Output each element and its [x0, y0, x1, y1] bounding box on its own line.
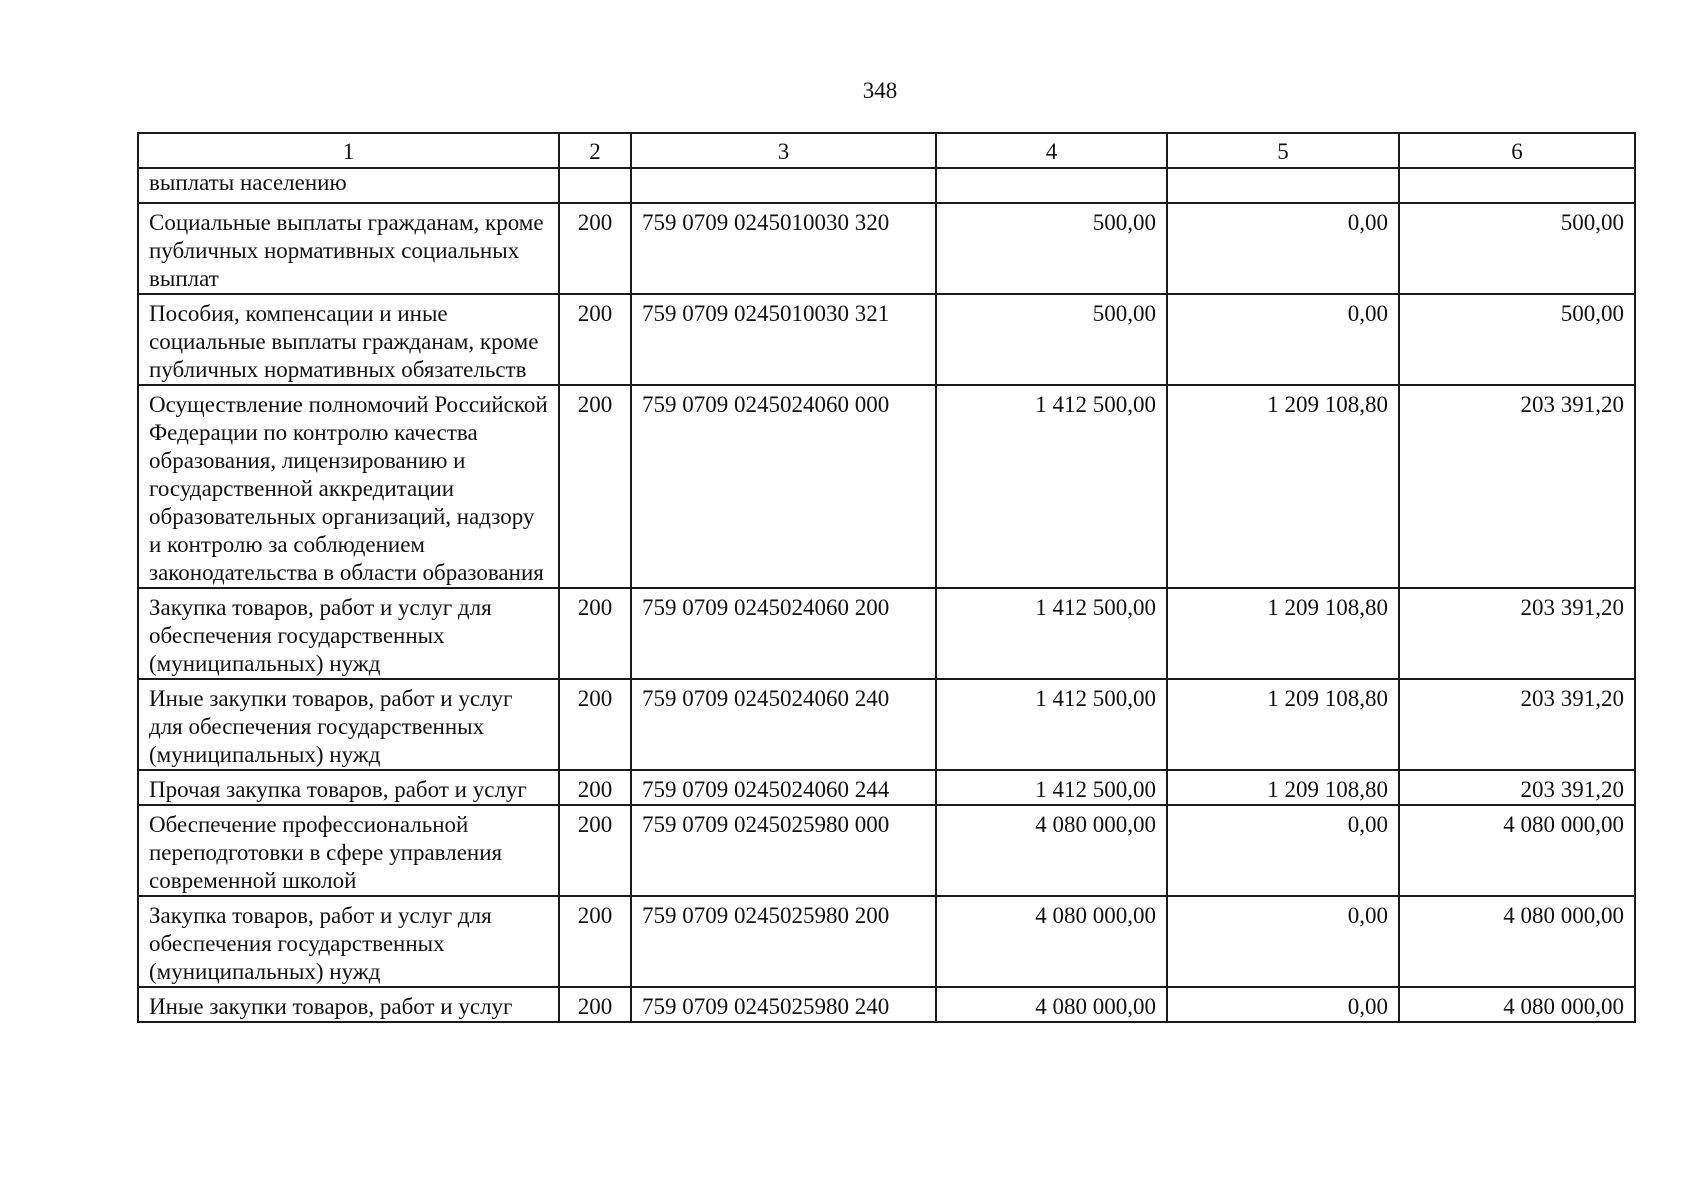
row-column-6: 500,00 — [1399, 203, 1635, 294]
row-name: Прочая закупка товаров, работ и услуг — [138, 770, 559, 805]
table-row — [138, 896, 1635, 987]
budget-table — [137, 132, 1636, 1023]
table-row — [138, 987, 1635, 1022]
row-name: Закупка товаров, работ и услуг для обеспечения государственных (муниципальных) нужд — [138, 588, 559, 679]
table-row — [138, 385, 1635, 588]
row-column-4: 4 080 000,00 — [936, 805, 1167, 896]
row-column-6: 500,00 — [1399, 294, 1635, 385]
table-row — [138, 679, 1635, 770]
row-budget-code: 759 0709 0245024060 200 — [631, 588, 936, 679]
row-column-6 — [1399, 168, 1635, 203]
column-header-2: 2 — [559, 133, 631, 168]
table-row — [138, 294, 1635, 385]
row-column-5 — [1167, 168, 1399, 203]
row-name: Иные закупки товаров, работ и услуг для обеспечения государственных (муниципальных) нужд — [138, 679, 559, 770]
row-budget-code: 759 0709 0245025980 000 — [631, 805, 936, 896]
row-budget-code: 759 0709 0245024060 244 — [631, 770, 936, 805]
row-budget-code: 759 0709 0245024060 240 — [631, 679, 936, 770]
page-number: 348 — [862, 78, 898, 103]
row-column-2: 200 — [559, 679, 631, 770]
header-row — [138, 133, 1635, 168]
row-column-4 — [936, 168, 1167, 203]
row-column-2: 200 — [559, 896, 631, 987]
row-budget-code: 759 0709 0245024060 000 — [631, 385, 936, 588]
row-column-6: 4 080 000,00 — [1399, 987, 1635, 1022]
row-column-4: 4 080 000,00 — [936, 896, 1167, 987]
row-column-2: 200 — [559, 203, 631, 294]
row-name: Обеспечение профессиональной переподготовки в сфере управления современной школой — [138, 805, 559, 896]
column-header-6: 6 — [1399, 133, 1635, 168]
table-row — [138, 168, 1635, 203]
row-name: Осуществление полномочий Российской Федерации по контролю качества образования, лицензированию и государственной аккредитации образовательных организаций, надзору и контролю за соблюдением законодательства в области образования — [138, 385, 559, 588]
row-name: Закупка товаров, работ и услуг для обеспечения государственных (муниципальных) нужд — [138, 896, 559, 987]
row-budget-code: 759 0709 0245010030 320 — [631, 203, 936, 294]
row-column-4: 1 412 500,00 — [936, 679, 1167, 770]
row-column-2: 200 — [559, 770, 631, 805]
table-row — [138, 203, 1635, 294]
row-column-5: 0,00 — [1167, 294, 1399, 385]
row-name: Пособия, компенсации и иные социальные выплаты гражданам, кроме публичных нормативных обязательств — [138, 294, 559, 385]
column-header-4: 4 — [936, 133, 1167, 168]
row-name: Иные закупки товаров, работ и услуг — [138, 987, 559, 1022]
row-column-5: 0,00 — [1167, 805, 1399, 896]
row-column-4: 1 412 500,00 — [936, 588, 1167, 679]
row-column-5: 0,00 — [1167, 896, 1399, 987]
row-column-4: 1 412 500,00 — [936, 385, 1167, 588]
row-column-2: 200 — [559, 987, 631, 1022]
row-column-5: 0,00 — [1167, 203, 1399, 294]
row-column-6: 203 391,20 — [1399, 588, 1635, 679]
row-column-6: 4 080 000,00 — [1399, 896, 1635, 987]
row-name: выплаты населению — [138, 168, 559, 203]
row-column-6: 4 080 000,00 — [1399, 805, 1635, 896]
row-name: Социальные выплаты гражданам, кроме публичных нормативных социальных выплат — [138, 203, 559, 294]
row-column-2: 200 — [559, 385, 631, 588]
column-header-1: 1 — [138, 133, 559, 168]
row-column-2: 200 — [559, 294, 631, 385]
table-row — [138, 805, 1635, 896]
row-column-6: 203 391,20 — [1399, 385, 1635, 588]
row-column-2: 200 — [559, 588, 631, 679]
row-column-4: 4 080 000,00 — [936, 987, 1167, 1022]
row-column-6: 203 391,20 — [1399, 679, 1635, 770]
table-row — [138, 770, 1635, 805]
row-budget-code — [631, 168, 936, 203]
row-column-5: 0,00 — [1167, 987, 1399, 1022]
row-budget-code: 759 0709 0245010030 321 — [631, 294, 936, 385]
table-row — [138, 588, 1635, 679]
row-column-4: 500,00 — [936, 294, 1167, 385]
row-column-4: 1 412 500,00 — [936, 770, 1167, 805]
row-column-6: 203 391,20 — [1399, 770, 1635, 805]
row-budget-code: 759 0709 0245025980 200 — [631, 896, 936, 987]
column-header-5: 5 — [1167, 133, 1399, 168]
row-column-5: 1 209 108,80 — [1167, 588, 1399, 679]
row-column-4: 500,00 — [936, 203, 1167, 294]
row-budget-code: 759 0709 0245025980 240 — [631, 987, 936, 1022]
row-column-5: 1 209 108,80 — [1167, 679, 1399, 770]
column-header-3: 3 — [631, 133, 936, 168]
row-column-2 — [559, 168, 631, 203]
row-column-2: 200 — [559, 805, 631, 896]
row-column-5: 1 209 108,80 — [1167, 770, 1399, 805]
row-column-5: 1 209 108,80 — [1167, 385, 1399, 588]
